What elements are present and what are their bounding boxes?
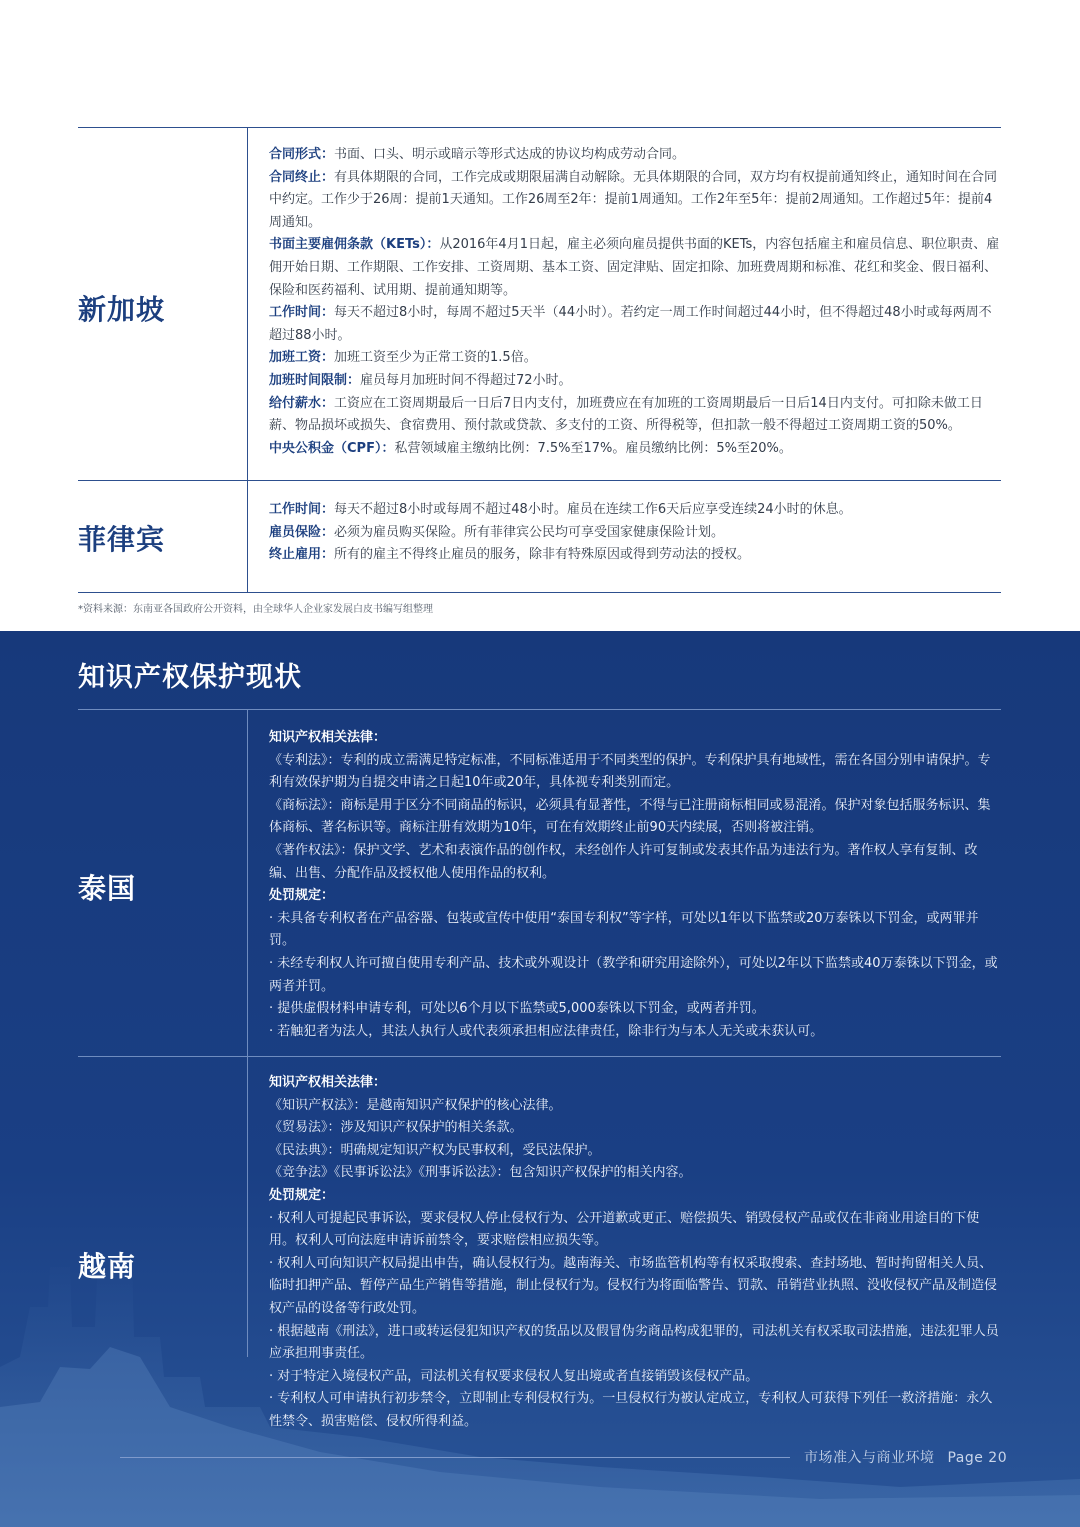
- country-philippines: 菲律宾: [78, 523, 166, 556]
- list-item: · 权利人可向知识产权局提出申告，确认侵权行为。越南海关、市场监管机构等有权采取搜索、查封场地、暂时拘留相关人员、临时扣押产品、暂停产品生产销售等措施，制止侵权行为。侵权行为将面临警告、罚款、吊销营业执照、没收侵权产品及制造侵权产品的设备等行政处罚。: [269, 1255, 998, 1316]
- list-item: 《知识产权法》：是越南知识产权保护的核心法律。: [269, 1097, 562, 1113]
- list-item: 《竞争法》《民事诉讼法》《刑事诉讼法》：包含知识产权保护的相关内容。: [269, 1165, 692, 1181]
- list-item: · 专利权人可申请执行初步禁令，立即制止专利侵权行为。一旦侵权行为被认定成立，专利权人可获得下列任一救济措施：永久性禁令、损害赔偿、侵权所得利益。: [269, 1391, 993, 1429]
- list-item: 加班工资：加班工资至少为正常工资的1.5倍。: [269, 350, 537, 366]
- footer-rule: [120, 1457, 790, 1458]
- list-item: 工作时间：每天不超过8小时，每周不超过5天半（44小时）。若约定一周工作时间超过44小时，但不得超过48小时或每两周不超过88小时。: [269, 305, 992, 343]
- list-item: · 若触犯者为法人，其法人执行人或代表须承担相应法律责任，除非行为与本人无关或未获认可。: [269, 1023, 824, 1039]
- list-item: 《贸易法》：涉及知识产权保护的相关条款。: [269, 1120, 523, 1136]
- row-divider: [78, 1056, 1001, 1057]
- list-item: · 权利人可提起民事诉讼，要求侵权人停止侵权行为、公开道歉或更正、赔偿损失、销毁侵权产品或仅在非商业用途目的下使用。权利人可向法庭申请诉前禁令，要求赔偿相应损失等。: [269, 1210, 980, 1249]
- footer-section-name: 市场准入与商业环境: [804, 1450, 935, 1466]
- column-divider: [247, 709, 248, 1357]
- list-item: 合同形式：书面、口头、明示或暗示等形式达成的协议均构成劳动合同。: [269, 147, 686, 162]
- list-item: 《专利法》：专利的成立需满足特定标准，不同标准适用于不同类型的保护。专利保护具有地域性，需在各国分别申请保护。专利有效保护期为自提交申请之日起10年或20年，具体视专利类别而定。: [269, 752, 991, 791]
- list-item: 处罚规定：: [269, 1187, 335, 1203]
- labor-section: [0, 0, 1080, 631]
- list-item: 知识产权相关法律：: [269, 1075, 387, 1090]
- country-vietnam: 越南: [78, 1250, 137, 1283]
- list-item: 《民法典》：明确规定知识产权为民事权利，受民法保护。: [269, 1142, 601, 1158]
- section-title: 知识产权保护现状: [78, 662, 302, 693]
- list-item: · 未经专利权人许可擅自使用专利产品、技术或外观设计（教学和研究用途除外），可处以2年以下监禁或40万泰铢以下罚金，或两者并罚。: [269, 955, 998, 994]
- list-item: 知识产权相关法律：: [269, 730, 387, 745]
- list-item: 《著作权法》：保护文学、艺术和表演作品的创作权，未经创作人许可复制或发表其作品为违法行为。著作权人享有复制、改编、出售、分配作品及授权他人使用作品的权利。: [269, 842, 978, 881]
- list-item: 处罚规定：: [269, 888, 335, 904]
- table-top-rule: [78, 127, 1001, 128]
- list-item: 给付薪水：工资应在工资周期最后一日后7日内支付，加班费应在有加班的工资周期最后一日后14日内支付。可扣除未做工日薪、物品损坏或损失、食宿费用、预付款或贷款、多支付的工资、所得税等，但扣款一般不得超过工资周期工资的50%。: [269, 395, 983, 434]
- source-note: *资料来源：东南亚各国政府公开资料，由全球华人企业家发展白皮书编写组整理: [78, 604, 433, 615]
- table-top-rule: [78, 709, 1001, 710]
- vietnam-content: [269, 1072, 1003, 1434]
- country-singapore: 新加坡: [78, 293, 166, 326]
- ip-section: [0, 631, 1080, 1527]
- list-item: 雇员保险：必须为雇员购买保险。所有菲律宾公民均可享受国家健康保险计划。: [269, 524, 725, 540]
- philippines-content: [269, 499, 1003, 567]
- list-item: 合同终止：有具体期限的合同，工作完成或期限届满自动解除。无具体期限的合同，双方均有权提前通知终止，通知时间在合同中约定。工作少于26周：提前1天通知。工作26周至2年：提前1周通知。工作2年至5年：提前2周通知。工作超过5年：提前4周通知。: [269, 169, 998, 230]
- row-divider: [78, 480, 1001, 481]
- list-item: 终止雇用：所有的雇主不得终止雇员的服务，除非有特殊原因或得到劳动法的授权。: [269, 547, 751, 563]
- thailand-content: [269, 727, 1003, 1043]
- list-item: · 提供虚假材料申请专利，可处以6个月以下监禁或5,000泰铢以下罚金，或两者并罚。: [269, 1001, 765, 1017]
- list-item: · 对于特定入境侵权产品，司法机关有权要求侵权人复出境或者直接销毁该侵权产品。: [269, 1368, 759, 1384]
- country-thailand: 泰国: [78, 872, 137, 905]
- list-item: 工作时间：每天不超过8小时或每周不超过48小时。雇员在连续工作6天后应享受连续24小时的休息。: [269, 502, 852, 517]
- list-item: 中央公积金（CPF）：私营领域雇主缴纳比例：7.5%至17%。雇员缴纳比例：5%至20%。: [269, 440, 792, 456]
- list-item: 加班时间限制：雇员每月加班时间不得超过72小时。: [269, 372, 572, 388]
- page-footer: [804, 1447, 1007, 1467]
- list-item: 书面主要雇佣条款（KETs）：从2016年4月1日起，雇主必须向雇员提供书面的KETs，内容包括雇主和雇员信息、职位职责、雇佣开始日期、工作期限、工作安排、工资周期、基本工资、固定津贴、固定扣除、加班费周期和标准、花红和奖金、假日福利、保险和医药福利、试用期、提前通知期等。: [269, 237, 1000, 298]
- list-item: · 未具备专利权者在产品容器、包装或宣传中使用“泰国专利权”等字样，可处以1年以下监禁或20万泰铢以下罚金，或两罪并罚。: [269, 910, 979, 949]
- column-divider: [247, 127, 248, 592]
- list-item: 《商标法》：商标是用于区分不同商品的标识，必须具有显著性，不得与已注册商标相同或易混淆。保护对象包括服务标识、集体商标、著名标识等。商标注册有效期为10年，可在有效期终止前90天内续展，否则将被注销。: [269, 797, 991, 836]
- singapore-content: [269, 144, 1003, 460]
- table-bottom-rule: [78, 592, 1001, 593]
- list-item: · 根据越南《刑法》，进口或转运侵犯知识产权的货品以及假冒伪劣商品构成犯罪的，司法机关有权采取司法措施，违法犯罪人员应承担刑事责任。: [269, 1323, 999, 1362]
- page-number: Page 20: [947, 1450, 1008, 1466]
